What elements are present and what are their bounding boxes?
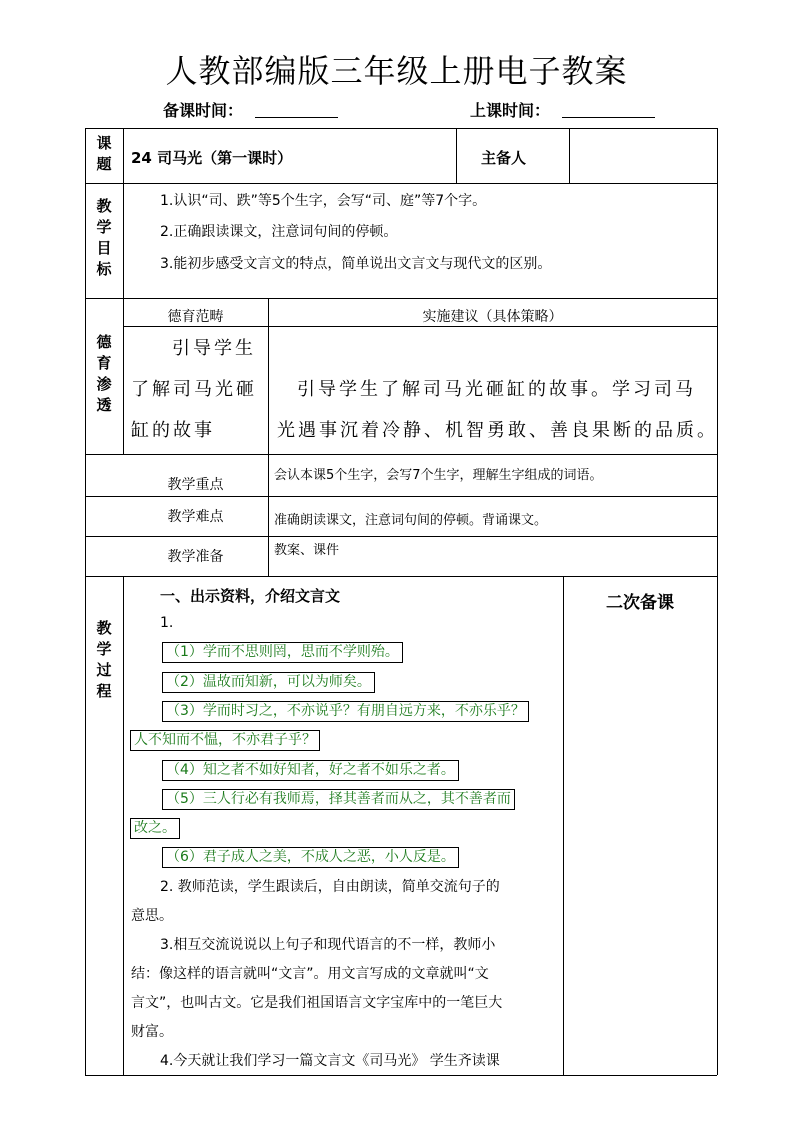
paragraph-line: 财富。: [131, 1024, 173, 1040]
second-prep-label: 二次备课: [606, 593, 674, 613]
page-title: 人教部编版三年级上册电子教案: [165, 52, 628, 90]
quote-box: （3）学而时习之，不亦说乎？有朋自远方来，不亦乐乎？: [162, 701, 529, 722]
quote-box: （6）君子成人之美，不成人之恶，小人反是。: [162, 847, 459, 868]
preparation-label: 教学准备: [167, 549, 224, 565]
paragraph-line: 意思。: [131, 908, 173, 924]
moral-label: 德育渗透: [96, 333, 112, 414]
moral-strategy-line: 光遇事沉着冷静、机智勇敢、善良果断的品质。: [277, 420, 718, 441]
preparation-value: 教案、课件: [274, 543, 340, 558]
prep-time-field[interactable]: [255, 117, 338, 118]
key-points-value: 会认本课5个生字，会写7个生字，理解生字组成的词语。: [274, 468, 603, 483]
section-heading: 一、出示资料，介绍文言文: [160, 587, 341, 605]
goal-item: 2.正确跟读课文，注意词句间的停顿。: [160, 224, 398, 240]
moral-category-line: 缸的故事: [131, 420, 215, 441]
quote-box: 改之。: [130, 818, 180, 839]
topic-label: 课题: [96, 134, 112, 173]
difficult-points-value: 准确朗读课文，注意词句间的停顿。背诵课文。: [274, 513, 548, 528]
goal-item: 3.能初步感受文言文的特点，简单说出文言文与现代文的区别。: [160, 256, 552, 272]
paragraph-line: 4.今天就让我们学习一篇文言文《司马光》 学生齐读课: [160, 1053, 500, 1069]
quote-box: （2）温故而知新，可以为师矣。: [162, 672, 375, 693]
lead-teacher-label: 主备人: [481, 149, 527, 167]
key-points-label: 教学重点: [167, 477, 224, 493]
difficult-points-label: 教学难点: [167, 509, 224, 525]
moral-category-line: 引导学生: [172, 338, 256, 359]
moral-category-line: 了解司马光砸: [131, 379, 257, 400]
quote-box: （5）三人行必有我师焉，择其善者而从之，其不善者而: [162, 789, 515, 810]
quote-box: （4）知之者不如好知者，好之者不如乐之者。: [162, 760, 459, 781]
quote-box: 人不知而不愠，不亦君子乎？: [130, 730, 320, 751]
quote-box: （1）学而不思则罔，思而不学则殆。: [162, 642, 403, 663]
paragraph-line: 言文”，也叫古文。它是我们祖国语言文字宝库中的一笔巨大: [131, 995, 503, 1011]
moral-strategy-line: 引导学生了解司马光砸缸的故事。学习司马: [297, 379, 696, 400]
goal-item: 1.认识“司、跌”等5个生字，会写“司、庭”等7个字。: [160, 193, 487, 209]
moral-col1-header: 德育范畴: [167, 309, 224, 325]
class-time-field[interactable]: [562, 117, 655, 118]
process-label: 教学过程: [96, 619, 112, 700]
paragraph-line: 结：像这样的语言就叫“文言”。用文言写成的文章就叫“文: [131, 966, 489, 982]
paragraph-line: 3.相互交流说说以上句子和现代语言的不一样，教师小: [160, 937, 496, 953]
topic-value: 24 司马光（第一课时）: [131, 149, 293, 167]
prep-time-label: 备课时间：: [163, 101, 244, 120]
paragraph-line: 2. 教师范读，学生跟读后，自由朗读，简单交流句子的: [160, 879, 500, 895]
class-time-label: 上课时间：: [470, 101, 551, 120]
moral-col2-header: 实施建议（具体策略）: [422, 309, 563, 325]
item-number: 1.: [160, 615, 174, 631]
goals-label: 教学目标: [96, 197, 112, 278]
